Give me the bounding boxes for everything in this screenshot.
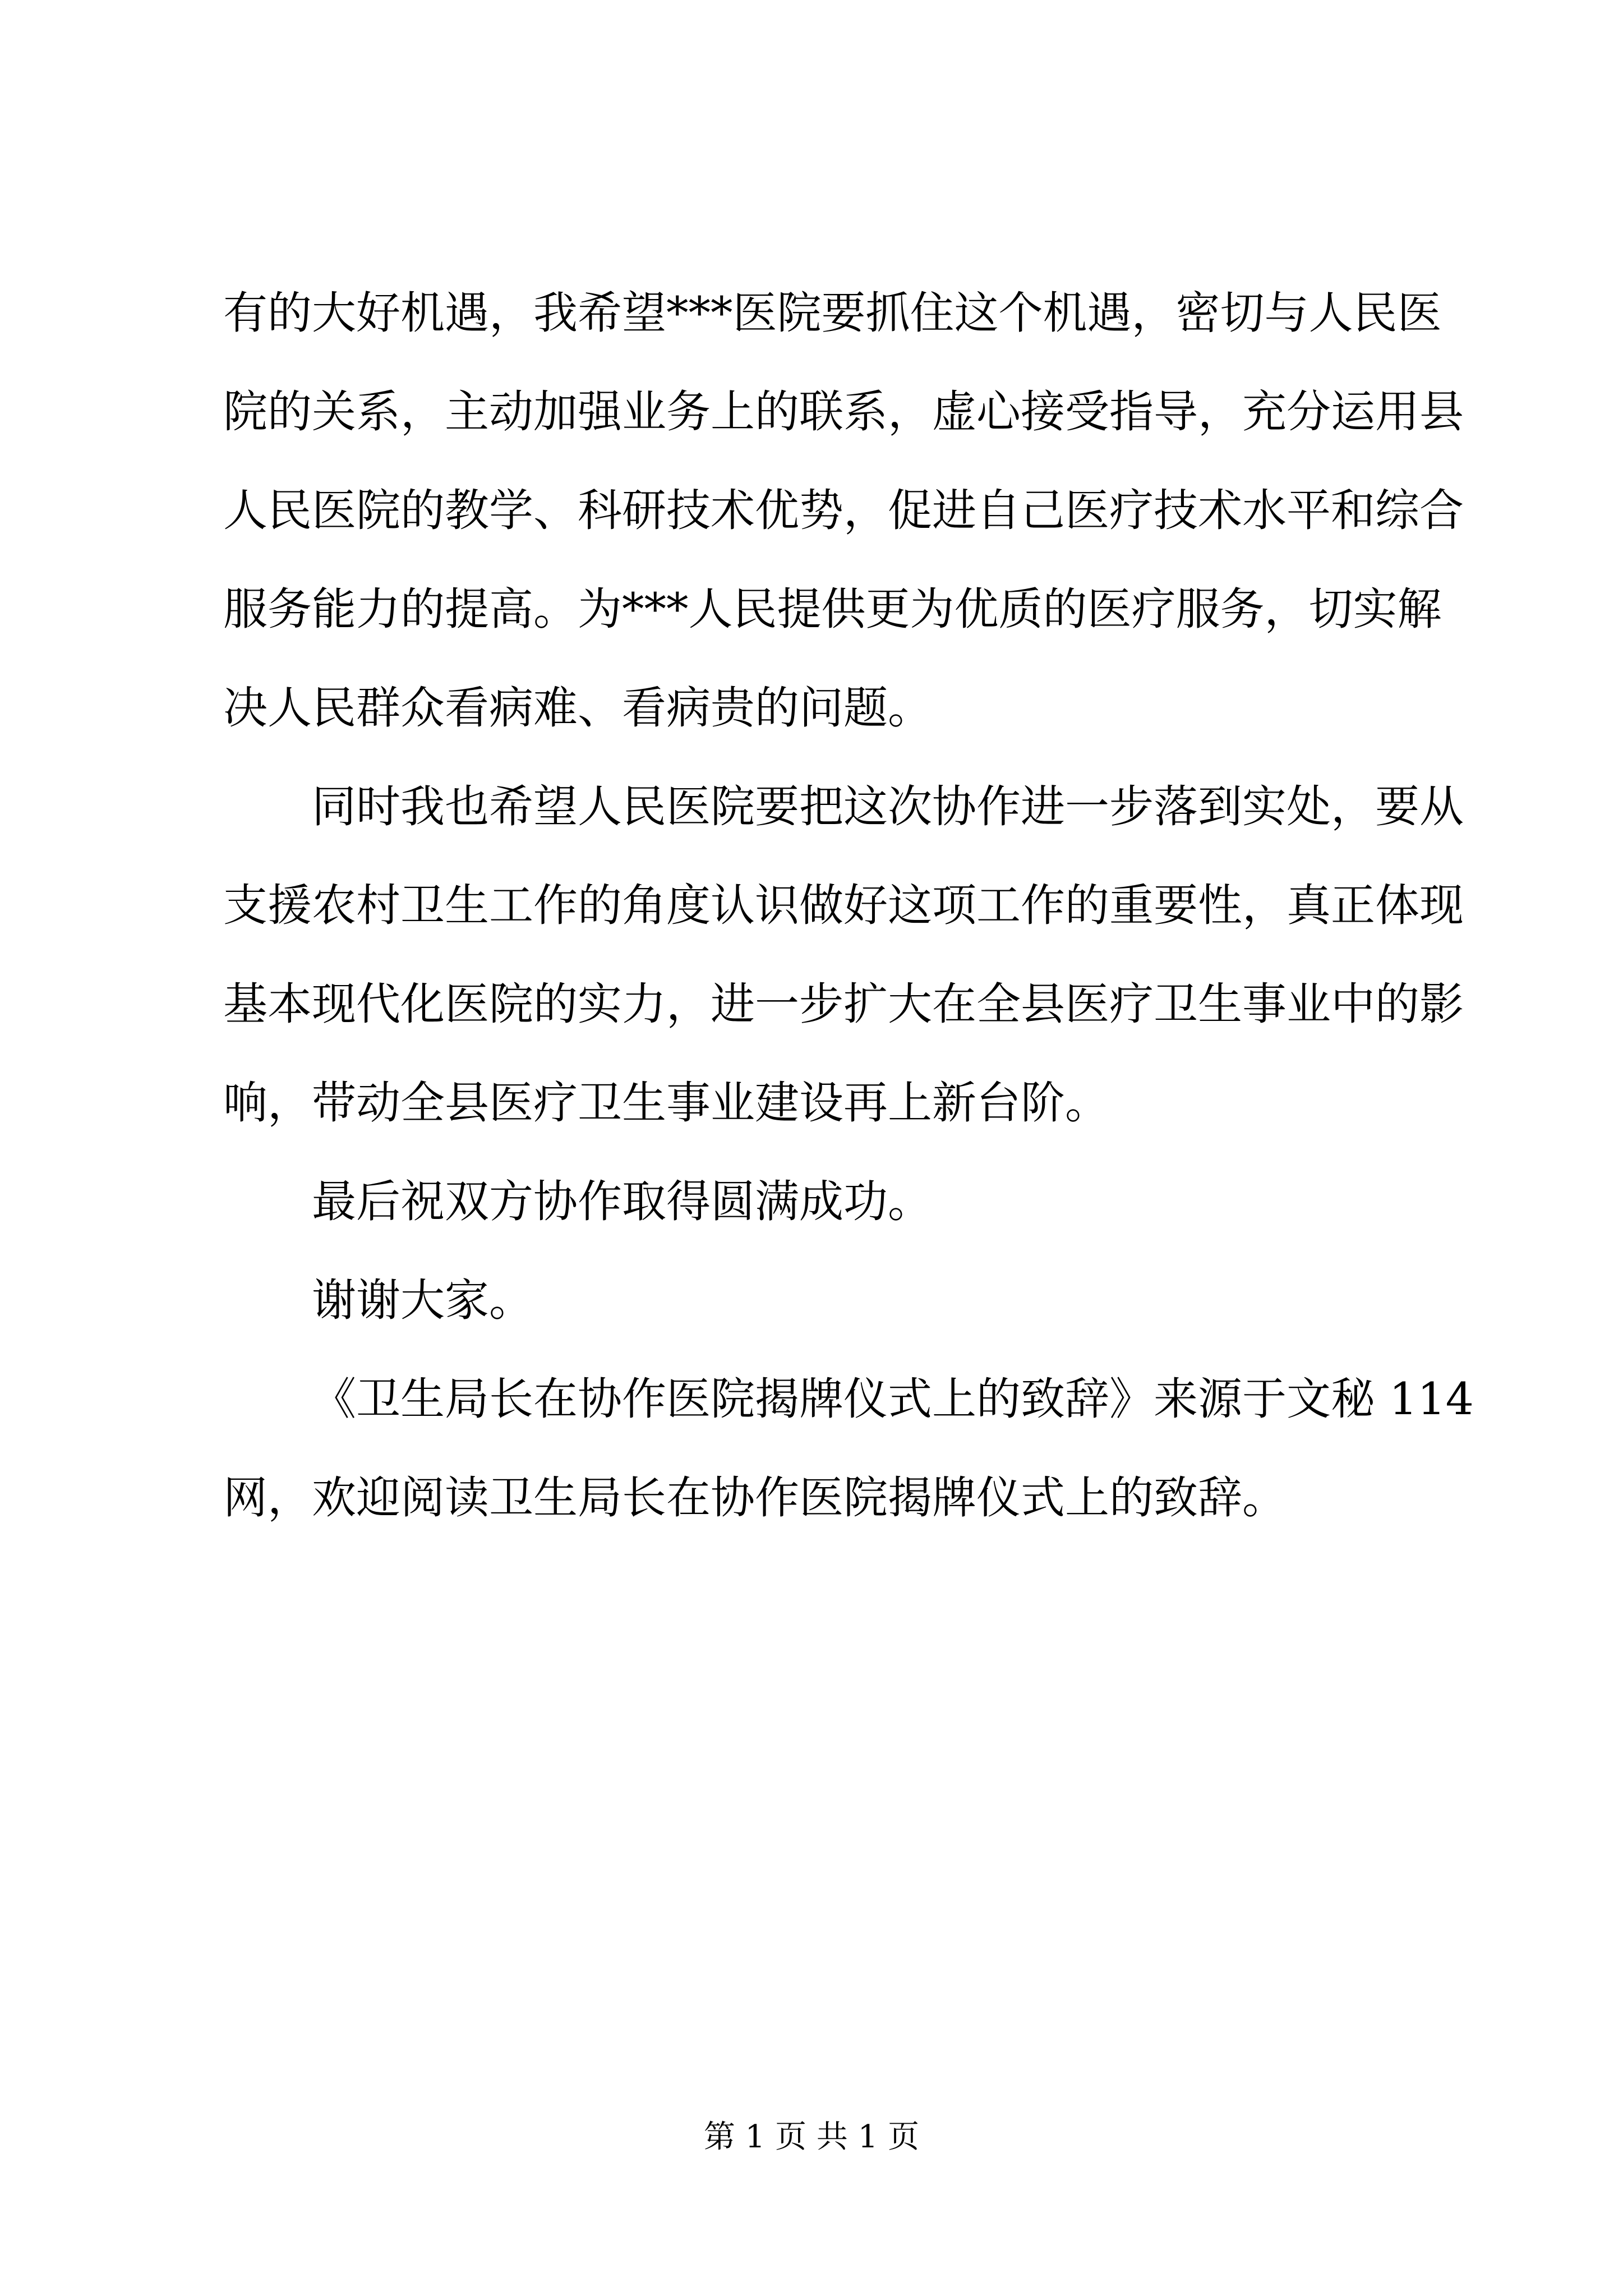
text-line: 支援农村卫生工作的角度认识做好这项工作的重要性，真正体现 [223, 880, 1464, 931]
text-line: 网，欢迎阅读卫生局长在协作医院揭牌仪式上的致辞。 [223, 1472, 1287, 1524]
text-line: 决人民群众看病难、看病贵的问题。 [223, 682, 932, 734]
document-body [223, 264, 1474, 1547]
paragraph-1 [223, 264, 1464, 757]
text-line: 服务能力的提高。为***人民提供更为优质的医疗服务，切实解 [223, 583, 1442, 635]
paragraph-4 [223, 1251, 1415, 1350]
paragraph-3 [223, 1152, 1415, 1251]
text-line: 最后祝双方协作取得圆满成功。 [312, 1176, 932, 1227]
paragraph-2 [223, 757, 1464, 1152]
text-line: 基本现代化医院的实力，进一步扩大在全县医疗卫生事业中的影 [223, 978, 1464, 1030]
page-footer [0, 2115, 1623, 2160]
page-number-label: 第 1 页 共 1 页 [703, 2119, 920, 2155]
text-line: 人民医院的教学、科研技术优势，促进自己医疗技术水平和综合 [223, 485, 1464, 536]
text-line: 响，带动全县医疗卫生事业建设再上新台阶。 [223, 1077, 1109, 1129]
text-line: 有的大好机遇，我希望***医院要抓住这个机遇，密切与人民医 [223, 287, 1442, 339]
text-line: 谢谢大家。 [312, 1274, 533, 1326]
text-line: 《卫生局长在协作医院揭牌仪式上的致辞》来源于文秘 114 [312, 1373, 1474, 1425]
text-line: 同时我也希望人民医院要把这次协作进一步落到实处，要从 [312, 781, 1464, 832]
paragraph-5 [223, 1350, 1474, 1547]
text-line: 院的关系，主动加强业务上的联系，虚心接受指导，充分运用县 [223, 386, 1464, 438]
